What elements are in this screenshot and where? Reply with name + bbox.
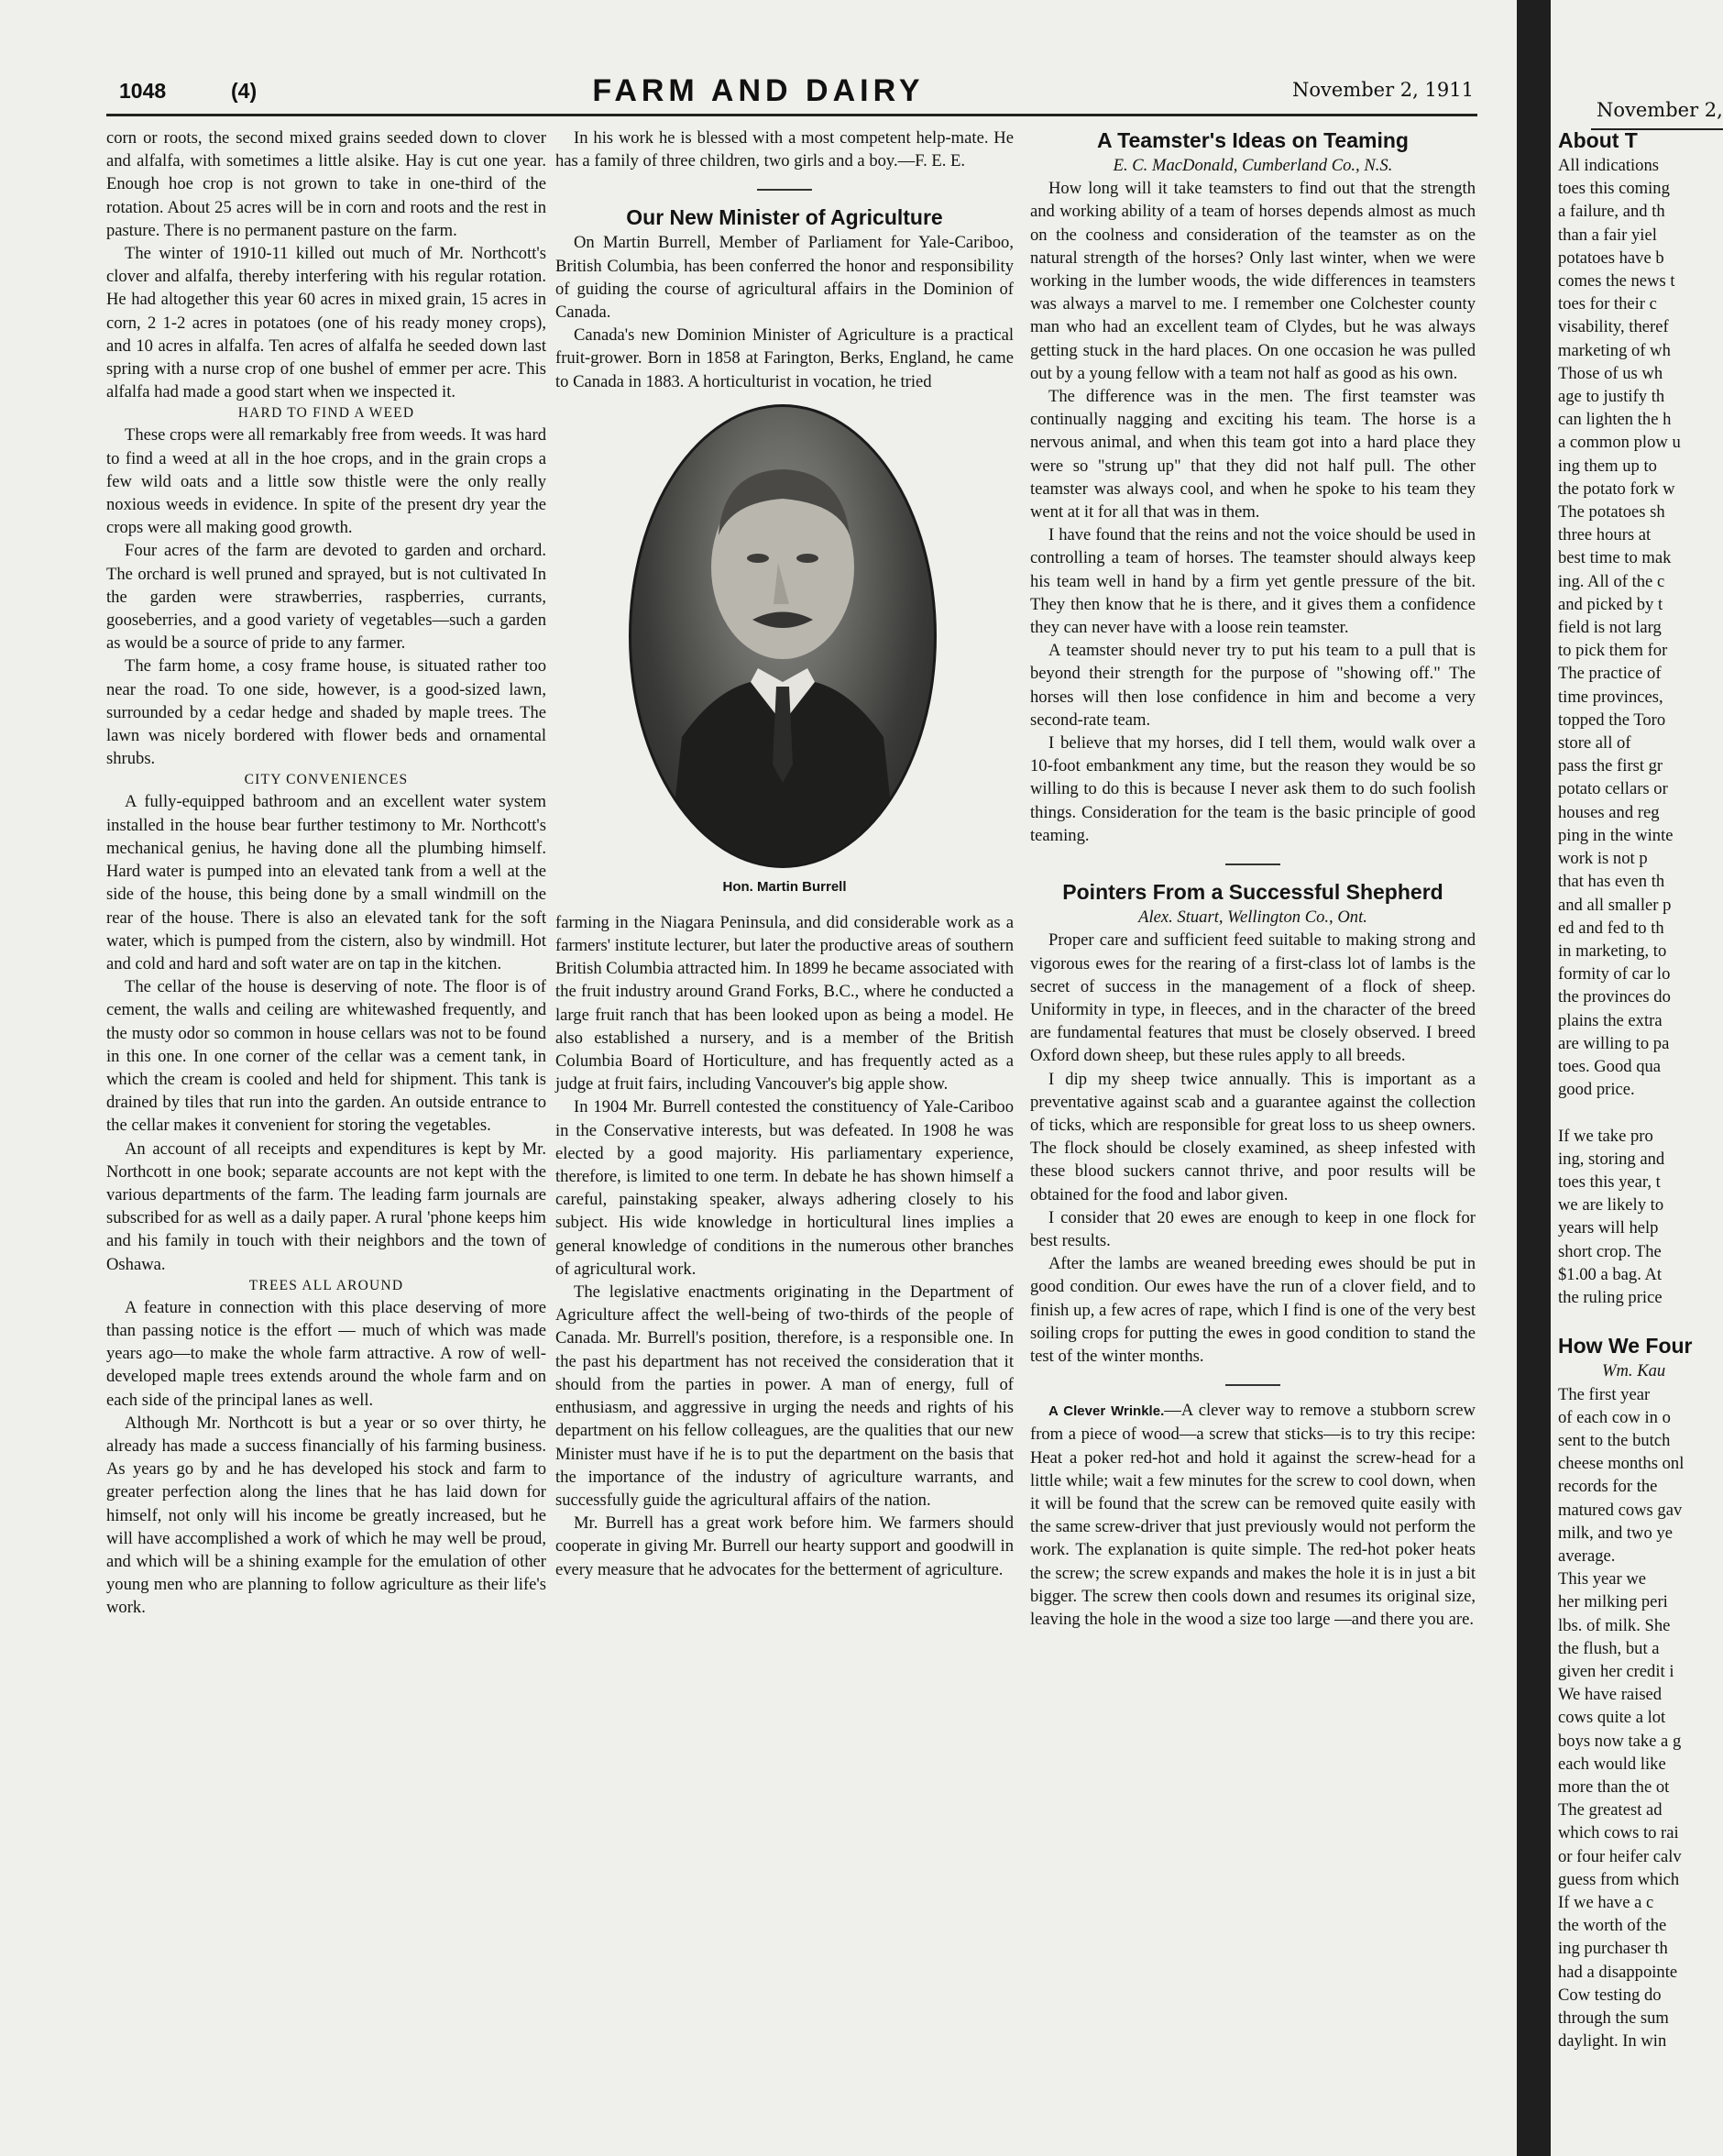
facing-page-line: potatoes have b — [1558, 248, 1664, 268]
facing-page-line: can lighten the h — [1558, 410, 1672, 430]
column-2 — [555, 126, 1014, 1581]
facing-page-line: plains the extra — [1558, 1010, 1663, 1030]
facing-page-line: records for the — [1558, 1477, 1658, 1497]
facing-page-line: If we have a c — [1558, 1893, 1654, 1913]
paragraph: I consider that 20 ewes are enough to keep in one flock for best results. — [1030, 1207, 1476, 1250]
paragraph: In 1904 Mr. Burrell contested the constituency of Yale-Cariboo in the Conservative interests, but was defeated. In 1908 he was elected by a good majority. His parliamentary experience, therefore, is limited to one term. In debate he has shown himself a careful, painstaking speaker, always adhering closely to his subject. His wide knowledge in horticultural lines implies a general knowledge of conditions in the numerous other branches of agricultural work. — [555, 1097, 1014, 1279]
photo-caption: Hon. Martin Burrell — [722, 878, 847, 895]
facing-page-line: time provinces, — [1558, 687, 1663, 707]
facing-page-line: the flush, but a — [1558, 1638, 1660, 1658]
paragraph: The difference was in the men. The first teamster was continually nagging and exciting his team. The horse is a nervous animal, and when this team got into a hard place they were so "strung up" that they did not half pull. The other teamster was always cool, and when he spoke to his team they went at it for all that was in them. — [1030, 387, 1476, 522]
facing-page-line: toes for their c — [1558, 294, 1657, 314]
subheading: HARD TO FIND A WEED — [237, 405, 415, 422]
article-headline: A Teamster's Ideas on Teaming — [1097, 128, 1409, 152]
facing-page-line: comes the news t — [1558, 271, 1675, 292]
facing-page-line: sent to the butch — [1558, 1430, 1671, 1450]
facing-page-line: cheese months onl — [1558, 1454, 1685, 1474]
paragraph: Proper care and sufficient feed suitable to making strong and vigorous ewes for the rearing of a first-class lot of lambs is the secret of success in the management of a flock of sheep. Uniformity in type, in fleeces, and in the character of the breed are fundamental features that must be closely observed. I breed Oxford down sheep, but these rules apply to all breeds. — [1030, 930, 1476, 1066]
facing-page-line: Those of us wh — [1558, 363, 1663, 383]
facing-page-line: matured cows gav — [1558, 1500, 1683, 1520]
facing-page-line: her milking peri — [1558, 1592, 1668, 1612]
facing-page-line: toes. Good qua — [1558, 1056, 1662, 1076]
facing-page-line: each would like — [1558, 1754, 1666, 1774]
paragraph: I believe that my horses, did I tell them, would walk over a 10-foot embankment any time, but the reason they would be so willing to do this is because I never ask them to do such foolish things. Consideration for the team is the basic principle of good teaming. — [1030, 733, 1476, 845]
facing-page-line: ing purchaser th — [1558, 1939, 1668, 1959]
byline: Alex. Stuart, Wellington Co., Ont. — [1138, 908, 1367, 928]
facing-page-line: than a fair yiel — [1558, 225, 1657, 245]
facing-page-line — [1558, 1309, 1723, 1332]
facing-page-line: ping in the winte — [1558, 825, 1674, 845]
facing-page-line: and picked by t — [1558, 594, 1663, 614]
facing-page-line: pass the first gr — [1558, 756, 1663, 776]
facing-page-column — [1558, 126, 1723, 2052]
facing-page-header: November 2, — [1597, 99, 1723, 121]
facing-page-line: toes this coming — [1558, 179, 1670, 199]
facing-page-line: The greatest ad — [1558, 1800, 1663, 1820]
portrait-photo — [629, 404, 937, 868]
facing-page-line: a common plow u — [1558, 433, 1681, 453]
facing-page-line: a failure, and th — [1558, 202, 1665, 222]
facing-page-line: good price. — [1558, 1080, 1635, 1100]
facing-page-line: which cows to rai — [1558, 1823, 1679, 1843]
facing-page-line: average. — [1558, 1546, 1616, 1566]
facing-page-line: in marketing, to — [1558, 940, 1667, 961]
facing-page-line: The practice of — [1558, 664, 1662, 684]
article-headline: Our New Minister of Agriculture — [626, 205, 943, 230]
portrait-illustration — [631, 407, 934, 865]
facing-page-line: This year we — [1558, 1569, 1647, 1590]
facing-page-line — [1558, 1101, 1723, 1124]
paragraph: After the lambs are weaned breeding ewes should be put in good condition. Our ewes have the run of a clover field, and to finish up, a few acres of rape, which I find is one of the very best soiling crops for putting the ewes in good condition to stand the test of the winter months. — [1030, 1254, 1476, 1366]
facing-page-line: short crop. The — [1558, 1241, 1662, 1261]
facing-page-line: or four heifer calv — [1558, 1846, 1682, 1866]
paragraph: A feature in connection with this place deserving of more than passing notice is the effort — much of which was made years ago—to make the whole farm attractive. A row of well-developed maple trees extends around the whole farm and on each side of the principal lanes as well. — [106, 1297, 546, 1410]
paragraph: Canada's new Dominion Minister of Agriculture is a practical fruit-grower. Born in 1858 at Farington, Berks, England, he came to Canada in 1883. A horticulturist in vocation, he tried — [555, 325, 1014, 391]
facing-page-line: store all of — [1558, 733, 1631, 754]
paragraph: The cellar of the house is deserving of note. The floor is of cement, the walls and ceiling are whitewashed frequently, and the musty odor so common in house cellars was not to be found in this one. In one corner of the cellar was a cement tank, in which the cream is cooled and held for shipment. This tank is drained by tiles that run into the garden. An outside entrance to the cellar makes it convenient for storing the vegetables. — [106, 977, 546, 1136]
facing-page-line: three hours at — [1558, 525, 1652, 545]
paragraph: The farm home, a cosy frame house, is situated rather too near the road. To one side, however, is a good-sized lawn, surrounded by a cedar hedge and shaded by maple trees. The lawn was nicely bordered with flower beds and ornamental shrubs. — [106, 656, 546, 769]
divider — [757, 189, 812, 191]
facing-page-line: All indications — [1558, 156, 1660, 175]
facing-page-line: Cow testing do — [1558, 1985, 1662, 2005]
facing-page-line: to pick them for — [1558, 641, 1668, 661]
facing-page-line: ing, storing and — [1558, 1149, 1665, 1169]
facing-page-line: years will help — [1558, 1218, 1659, 1238]
facing-page-line: and all smaller p — [1558, 895, 1672, 915]
paragraph: I have found that the reins and not the voice should be used in controlling a team of horses. The teamster should always keep his team well in hand by a firm yet gentle pressure of the bit. They then know that he is there, and it gives them a confidence they can never have with a loose rein teamster. — [1030, 525, 1476, 638]
column-3 — [1030, 126, 1476, 1631]
facing-page-line: marketing of wh — [1558, 340, 1671, 360]
facing-page-line: toes this year, t — [1558, 1172, 1661, 1192]
divider — [1225, 864, 1280, 865]
portrait-figure — [555, 393, 1014, 911]
facing-page-line: We have raised — [1558, 1685, 1663, 1705]
facing-page-line: visability, theref — [1558, 317, 1669, 337]
facing-page-line: ed and fed to th — [1558, 918, 1664, 938]
facing-page-line: work is not p — [1558, 849, 1648, 869]
facing-page-line: The first year — [1558, 1384, 1651, 1404]
facing-page-line: potato cellars or — [1558, 779, 1668, 799]
paragraph: How long will it take teamsters to find out that the strength and working ability of a team of horses depends almost as much on the coolness and consideration of the teamster as on the natural strength of the horses? Only last winter, when we were working in the lumber woods, the wide differences in teamsters was always a marvel to me. I remember one Colchester county man who had an excellent team of Clydes, but he was always getting stuck in the hard places. On one occasion he was pulled out by a young fellow with a team not half as good as his own. — [1030, 179, 1476, 383]
facing-page-line: age to justify th — [1558, 387, 1665, 407]
facing-page-line: How We Four — [1558, 1334, 1693, 1358]
facing-page-line: ing them up to — [1558, 456, 1657, 476]
facing-page-line: more than the ot — [1558, 1777, 1670, 1798]
column-1 — [106, 126, 546, 1620]
paragraph: Although Mr. Northcott is but a year or so over thirty, he already has made a success financially of his farming business. As years go by and he has developed his stock and farm to greater perfection along the lines that he has laid down for himself, not only will his income be greatly increased, but he will have accomplished a work of which he may well be proud, and which will be a shining example for the emulation of other young men who are planning to follow agriculture as their life's work. — [106, 1413, 546, 1618]
paragraph: The legislative enactments originating in the Department of Agriculture affect the well-being of two-thirds of the people of Canada. Mr. Burrell's position, therefore, is a responsible one. In the past his department has not received the consideration that it should from the parties in power. A man of energy, full of enthusiasm, and aggressive in urging the needs and rights of his department on his fellow colleagues, are the qualities that our new Minister must have if he is to put the department on the basis that the importance of the industry of agriculture warrants, and successfully guide the agricultural affairs of the nation. — [555, 1282, 1014, 1510]
facing-page-line: are willing to pa — [1558, 1033, 1670, 1053]
facing-page-line: field is not larg — [1558, 618, 1662, 638]
facing-page-line: given her credit i — [1558, 1662, 1674, 1681]
subheading: CITY CONVENIENCES — [244, 772, 409, 788]
facing-page-line: The potatoes sh — [1558, 502, 1665, 522]
facing-page-line: daylight. In win — [1558, 2031, 1667, 2052]
paragraph: I dip my sheep twice annually. This is important as a preventative against scab and a guarantee against the collection of ticks, which are responsible for great loss to us sheep owners. The flock should be closely examined, as sheep infested with these blood suckers cannot thrive, and poor results will be obtained for the food and labor given. — [1030, 1069, 1476, 1204]
paragraph: The winter of 1910-11 killed out much of Mr. Northcott's clover and alfalfa, thereby interfering with his regular rotation. He had altogether this year 60 acres in mixed grain, 15 acres in corn, 2 1-2 acres in potatoes (one of his ready money crops), and 10 acres in alfalfa. Ten acres of alfalfa he seeded down last spring with a nurse crop of one bushel of emmer per acre. This alfalfa had made a good start when we inspected it. — [106, 244, 546, 402]
wrinkle-lead: A Clever Wrinkle. — [1048, 1403, 1165, 1420]
paragraph: These crops were all remarkably free from weeds. It was hard to find a weed at all in the hoe crops, and in the grain crops a few wild oats and a little sow thistle were the only really noxious weeds in evidence. In spite of the present dry year the crops were all making good growth. — [106, 425, 546, 538]
facing-page-line: lbs. of milk. She — [1558, 1615, 1671, 1635]
facing-page-line: milk, and two ye — [1558, 1523, 1673, 1543]
facing-page-line: had a disappointe — [1558, 1962, 1678, 1982]
header-rule — [106, 114, 1477, 116]
facing-page-line: of each cow in o — [1558, 1407, 1671, 1427]
facing-page-line: that has even th — [1558, 872, 1665, 892]
facing-page-line: ing. All of the c — [1558, 571, 1665, 591]
facing-page-line: we are likely to — [1558, 1195, 1664, 1216]
wrinkle-paragraph — [1030, 1399, 1476, 1631]
paragraph: corn or roots, the second mixed grains seeded down to clover and alfalfa, with sometimes a little alsike. Hay is cut one year. Enough hoe crop is not grown to take in one-third of the rotation. About 25 acres will be in corn and roots and the rest in pasture. There is no permanent pasture on the farm. — [106, 128, 546, 240]
paragraph: Mr. Burrell has a great work before him. We farmers should cooperate in giving Mr. Burrell our hearty support and goodwill in every measure that he advocates for the betterment of agriculture. — [555, 1513, 1014, 1579]
page-number: 1048 — [119, 79, 167, 103]
facing-page-line: the provinces do — [1558, 987, 1671, 1007]
paragraph: farming in the Niagara Peninsula, and did considerable work as a farmers' institute lecturer, but later the productive areas of southern British Columbia attracted him. In 1899 he became associated with the fruit industry around Grand Forks, B.C., where he conducted a large fruit ranch that has been looked upon as being a model. He also established a nursery, and is a member of the British Columbia Board of Horticulture, and has frequently acted as a judge at fruit fairs, including Vancouver's big apple show. — [555, 912, 1014, 1094]
section-number: (4) — [231, 79, 258, 103]
facing-page-line: formity of car lo — [1558, 964, 1671, 984]
facing-page-line: houses and reg — [1558, 802, 1660, 822]
facing-page-line: About T — [1558, 128, 1638, 152]
paragraph: On Martin Burrell, Member of Parliament for Yale-Cariboo, British Columbia, has been conferred the honor and responsibility of guiding the course of agricultural affairs in the Dominion of Canada. — [555, 233, 1014, 323]
facing-page-line: the ruling price — [1558, 1287, 1663, 1307]
facing-page-line: through the sum — [1558, 2008, 1669, 2029]
masthead-title: FARM AND DAIRY — [592, 73, 925, 108]
paragraph: Four acres of the farm are devoted to garden and orchard. The orchard is well pruned and sprayed, but is not cultivated In the garden were strawberries, raspberries, currants, gooseberries, and a good variety of vegetables—such a garden as would be a source of pride to any farmer. — [106, 541, 546, 654]
facing-page-line: $1.00 a bag. At — [1558, 1264, 1663, 1284]
wrinkle-body: —A clever way to remove a stubborn screw from a piece of wood—a screw that sticks—is to try this recipe: Heat a poker red-hot and hold it against the screw-head for a little while; wait a few minutes for the screw to cool down, when it will be found that the screw can be removed quite easily with the same screw-driver that just previously would not perform the work. The explanation is quite simple. The red-hot poker heats the screw; the screw expands and makes the hole it is in just a bit bigger. The screw then cools down and resumes its original size, leaving the hole in the wood a size too large —and there you are. — [1030, 1401, 1476, 1629]
facing-page-line: best time to mak — [1558, 548, 1672, 568]
facing-page-line: guess from which — [1558, 1869, 1680, 1889]
facing-page-line: the worth of the — [1558, 1916, 1667, 1936]
paragraph: A teamster should never try to put his team to a pull that is beyond their strength for the purpose of "showing off." The horses will then lose confidence in him and become a very second-rate team. — [1030, 641, 1476, 730]
paragraph: In his work he is blessed with a most competent help-mate. He has a family of three children, two girls and a boy.—F. E. E. — [555, 128, 1014, 171]
paragraph: An account of all receipts and expenditures is kept by Mr. Northcott in one book; separate accounts are not kept with the various departments of the farm. The leading farm journals are subscribed for as well as a daily paper. A rural 'phone keeps him and his family in touch with their neighbors and the town of Oshawa. — [106, 1138, 546, 1274]
byline: E. C. MacDonald, Cumberland Co., N.S. — [1113, 156, 1393, 175]
divider — [1225, 1384, 1280, 1386]
facing-page-line: Wm. Kau — [1602, 1361, 1666, 1381]
issue-date: November 2, 1911 — [1292, 79, 1474, 101]
subheading: TREES ALL AROUND — [248, 1277, 404, 1293]
paragraph: A fully-equipped bathroom and an excellent water system installed in the house bear further testimony to Mr. Northcott's mechanical genius, he having done all the plumbing himself. Hard water is pumped into an elevated tank from a well at the side of the house, this being done by a small windmill on the rear of the house. There is also an elevated tank for the soft water, which is pumped from the cistern, also by windmill. Hot and cold and hard and soft water are on tap in the kitchen. — [106, 792, 546, 974]
article-headline: Pointers From a Successful Shepherd — [1062, 880, 1443, 905]
facing-page-line: cows quite a lot — [1558, 1708, 1666, 1728]
facing-page-line: If we take pro — [1558, 1126, 1653, 1146]
facing-page-line: the potato fork w — [1558, 478, 1675, 499]
facing-page-line: boys now take a g — [1558, 1731, 1682, 1751]
facing-page-line: topped the Toro — [1558, 710, 1666, 730]
